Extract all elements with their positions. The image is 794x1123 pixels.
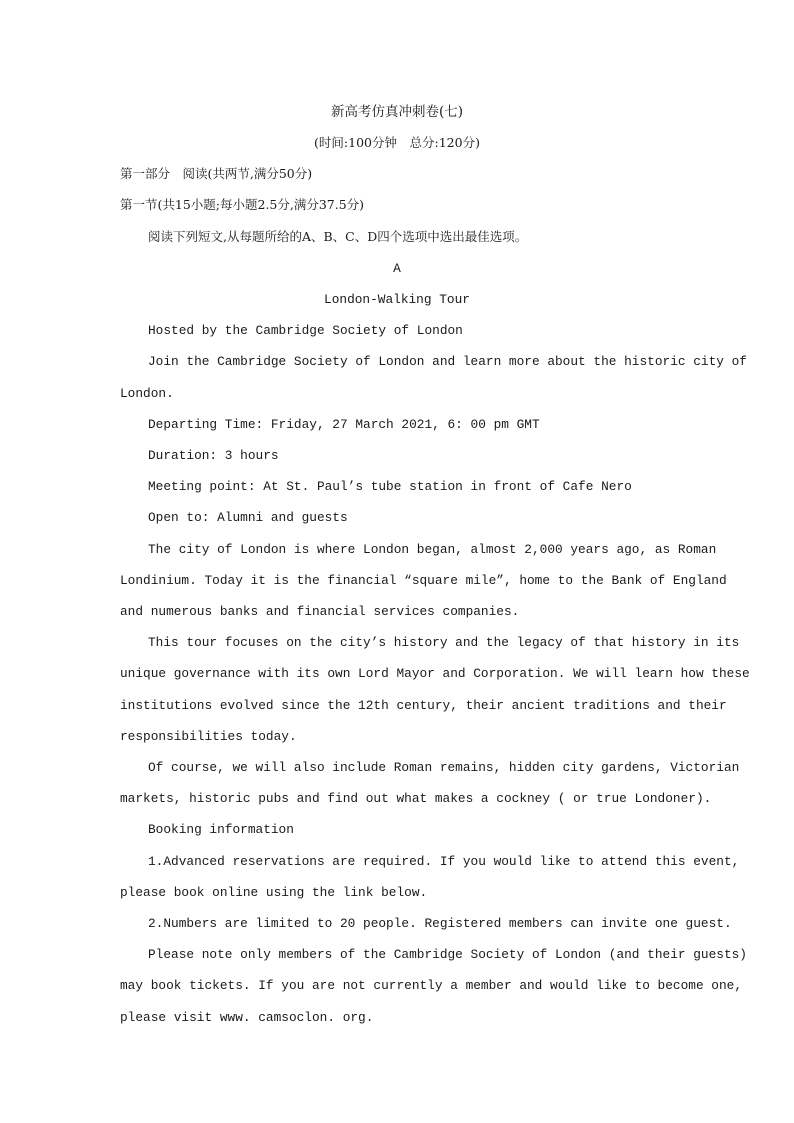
passage-label: A (393, 261, 401, 276)
passage-line: Departing Time: Friday, 27 March 2021, 6: 00 pm GMT (148, 417, 540, 432)
subsection-heading: 第一节(共15小题;每小题2.5分,满分37.5分) (120, 197, 365, 212)
passage-line: Hosted by the Cambridge Society of London (148, 323, 463, 338)
passage-line: The city of London is where London began, almost 2,000 years ago, as Roman (148, 542, 717, 557)
part-heading: 第一部分 阅读(共两节,满分50分) (120, 166, 313, 181)
passage-line: 2.Numbers are limited to 20 people. Registered members can invite one guest. (148, 916, 732, 931)
passage-title: London-Walking Tour (324, 292, 470, 307)
passage-line: institutions evolved since the 12th century, their ancient traditions and their (120, 698, 727, 713)
passage-line: please book online using the link below. (120, 885, 428, 900)
passage-line: Open to: Alumni and guests (148, 510, 348, 525)
passage-line: and numerous banks and financial services companies. (120, 604, 520, 619)
passage-line: responsibilities today. (120, 729, 297, 744)
instruction-text: 阅读下列短文,从每题所给的A、B、C、D四个选项中选出最佳选项。 (148, 229, 528, 244)
passage-line: may book tickets. If you are not currently a member and would like to become one, (120, 978, 743, 993)
exam-title: 新高考仿真冲刺卷(七) (330, 104, 464, 120)
exam-subtitle: (时间:100分钟 总分:120分) (314, 135, 480, 150)
passage-line: 1.Advanced reservations are required. If you would like to attend this event, (148, 854, 740, 869)
passage-line: This tour focuses on the city’s history and the legacy of that history in its (148, 635, 740, 650)
passage-line: Meeting point: At St. Paul’s tube station in front of Cafe Nero (148, 479, 632, 494)
passage-line: Of course, we will also include Roman remains, hidden city gardens, Victorian (148, 760, 740, 775)
passage-line: markets, historic pubs and find out what makes a cockney ( or true Londoner). (120, 791, 712, 806)
passage-line: Duration: 3 hours (148, 448, 279, 463)
passage-line: Please note only members of the Cambridge Society of London (and their guests) (148, 947, 747, 962)
booking-heading: Booking information (148, 822, 294, 837)
passage-line: Londinium. Today it is the financial “square mile”, home to the Bank of England (120, 573, 727, 588)
passage-line: unique governance with its own Lord Mayor and Corporation. We will learn how these (120, 666, 750, 681)
passage-line: Join the Cambridge Society of London and learn more about the historic city of (148, 354, 747, 369)
passage-line: London. (120, 386, 174, 401)
website-line: please visit www. camsoclon. org. (120, 1010, 374, 1025)
